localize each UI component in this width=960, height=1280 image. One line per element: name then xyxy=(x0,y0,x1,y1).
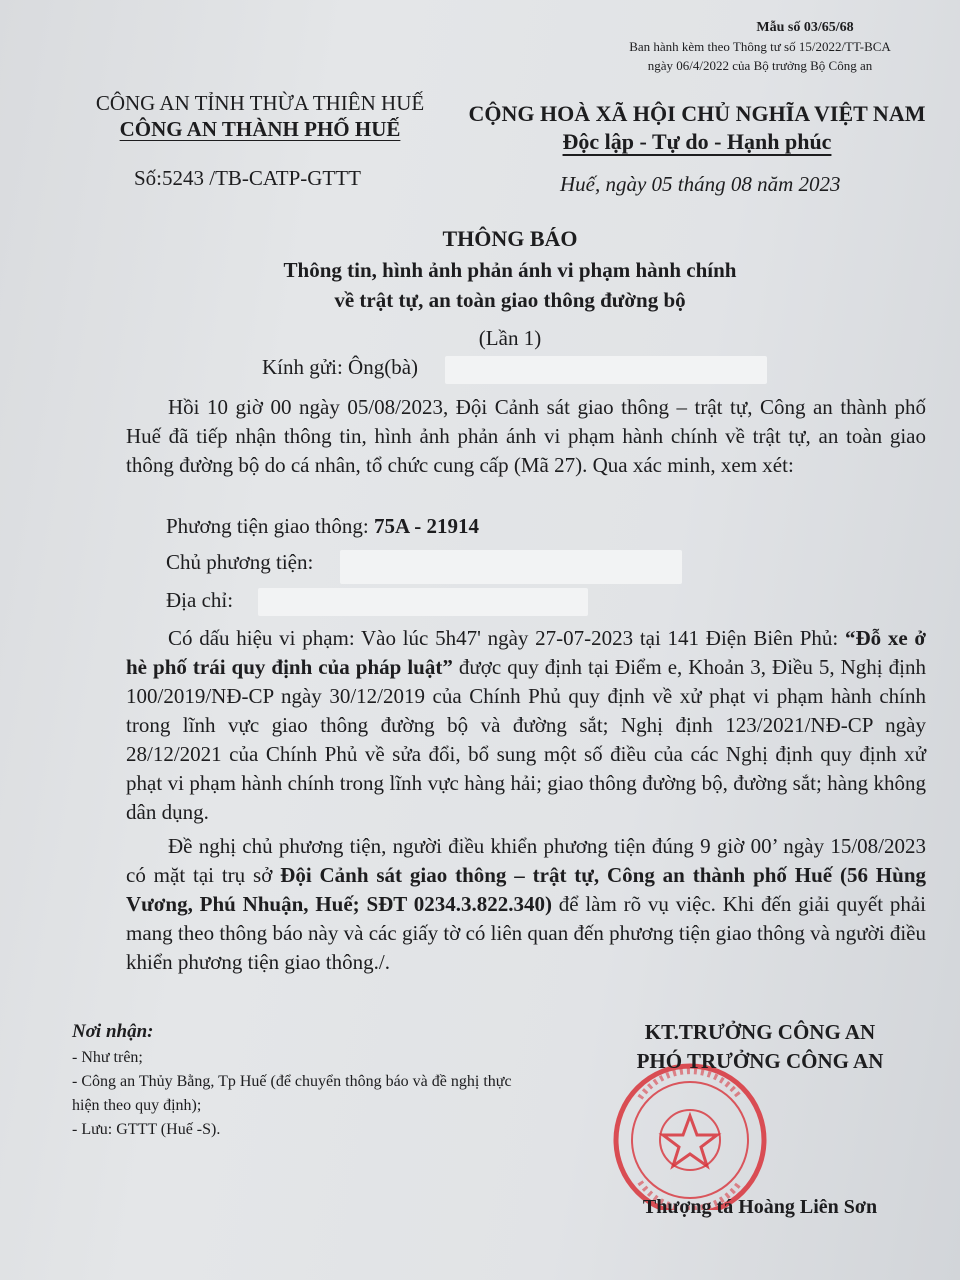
form-issued-line-2: ngày 06/4/2022 của Bộ trưởng Bộ Công an xyxy=(647,58,873,73)
unit-agency: CÔNG AN THÀNH PHỐ HUẾ xyxy=(119,117,401,141)
violation-legal-basis: được quy định tại Điểm e, Khoản 3, Điều 5, Nghị định 100/2019/NĐ-CP ngày 30/12/2019 của Chính Phủ quy định về xử phạt vi phạm hành chính trong lĩnh vực giao thông đường bộ và đường sắt; Nghị định 123/2021/NĐ-CP ngày 28/12/2021 của Chính Phủ về sửa đổi, bổ sung một số điều của các Nghị định quy định xử phạt vi phạm hành chính trong lĩnh vực hàng hải; giao thông đường bộ, đường sắt; hàng không dân dụng. xyxy=(126,655,926,824)
parent-agency: CÔNG AN TỈNH THỪA THIÊN HUẾ xyxy=(95,91,425,115)
document-subtitle-2: về trật tự, an toàn giao thông đường bộ xyxy=(334,288,686,312)
receiver-item: - Lưu: GTTT (Huế -S). xyxy=(72,1121,221,1138)
vehicle-line xyxy=(166,514,479,539)
issuing-agency xyxy=(40,90,480,142)
request-office: Đội Cảnh sát giao thông – trật tự, Công an thành phố Huế (56 Hùng Vương, Phú Nhuận, Huế; SĐT 0234.3.822.340) xyxy=(126,863,926,916)
document-number: Số:5243 /TB-CATP-GTTT xyxy=(134,166,361,190)
redacted-address xyxy=(258,588,588,616)
signature-block xyxy=(600,1018,920,1076)
request-lead: Đề nghị chủ phương tiện, người điều khiển phương tiện đúng 9 giờ 00’ ngày 15/08/2023 có mặt tại trụ sở xyxy=(126,834,926,887)
request-paragraph xyxy=(126,832,926,977)
notice-round: (Lần 1) xyxy=(478,326,542,350)
intro-paragraph: Hồi 10 giờ 00 ngày 05/08/2023, Đội Cảnh sát giao thông – trật tự, Công an thành phố Huế đã tiếp nhận thông tin, hình ảnh phản ánh vi phạm hành chính về trật tự, an toàn giao thông đường bộ do cá nhân, tổ chức cung cấp (Mã 27). Qua xác minh, xem xét: xyxy=(126,395,926,477)
violation-lead: Có dấu hiệu vi phạm: Vào lúc 5h47' ngày 27-07-2023 tại 141 Điện Biên Phủ: xyxy=(168,626,845,650)
request-rest: để làm rõ vụ việc. Khi đến giải quyết phải mang theo thông báo này và các giấy tờ có liên quan đến phương tiện giao thông và người điều khiển phương tiện giao thông./. xyxy=(126,892,926,974)
national-header xyxy=(462,100,932,156)
receivers-block xyxy=(72,1020,552,1142)
document-title: THÔNG BÁO xyxy=(442,226,578,251)
signer-position-1: KT.TRƯỞNG CÔNG AN xyxy=(644,1020,876,1044)
license-plate: 75A - 21914 xyxy=(373,514,479,538)
form-number: Mẫu số 03/65/68 xyxy=(756,20,854,35)
document-subtitle-1: Thông tin, hình ảnh phản ánh vi phạm hành chính xyxy=(283,258,737,282)
form-issued-line-1: Ban hành kèm theo Thông tư số 15/2022/TT-BCA xyxy=(629,39,891,54)
form-info xyxy=(560,18,960,75)
redacted-owner xyxy=(340,550,682,584)
recipient-label: Kính gửi: Ông(bà) xyxy=(262,355,419,379)
address-label: Địa chỉ: xyxy=(166,588,234,612)
receivers-heading: Nơi nhận: xyxy=(72,1021,154,1042)
violation-paragraph xyxy=(126,624,926,827)
nation-name: CỘNG HOÀ XÃ HỘI CHỦ NGHĨA VIỆT NAM xyxy=(468,101,926,126)
nation-motto: Độc lập - Tự do - Hạnh phúc xyxy=(562,129,832,154)
receiver-item: - Công an Thủy Bằng, Tp Huế (để chuyển thông báo và đề nghị thực hiện theo quy định); xyxy=(72,1073,512,1114)
redacted-recipient xyxy=(445,356,767,384)
signer-name: Thượng tá Hoàng Liên Sơn xyxy=(642,1196,878,1218)
place-date: Huế, ngày 05 tháng 08 năm 2023 xyxy=(560,172,841,196)
signer-position-2: PHÓ TRƯỞNG CÔNG AN xyxy=(636,1049,884,1073)
receiver-item: - Như trên; xyxy=(72,1049,143,1066)
owner-label: Chủ phương tiện: xyxy=(166,550,314,574)
violation-quote: “Đỗ xe ở hè phố trái quy định của pháp luật” xyxy=(126,626,926,679)
vehicle-label: Phương tiện giao thông: xyxy=(166,514,374,538)
